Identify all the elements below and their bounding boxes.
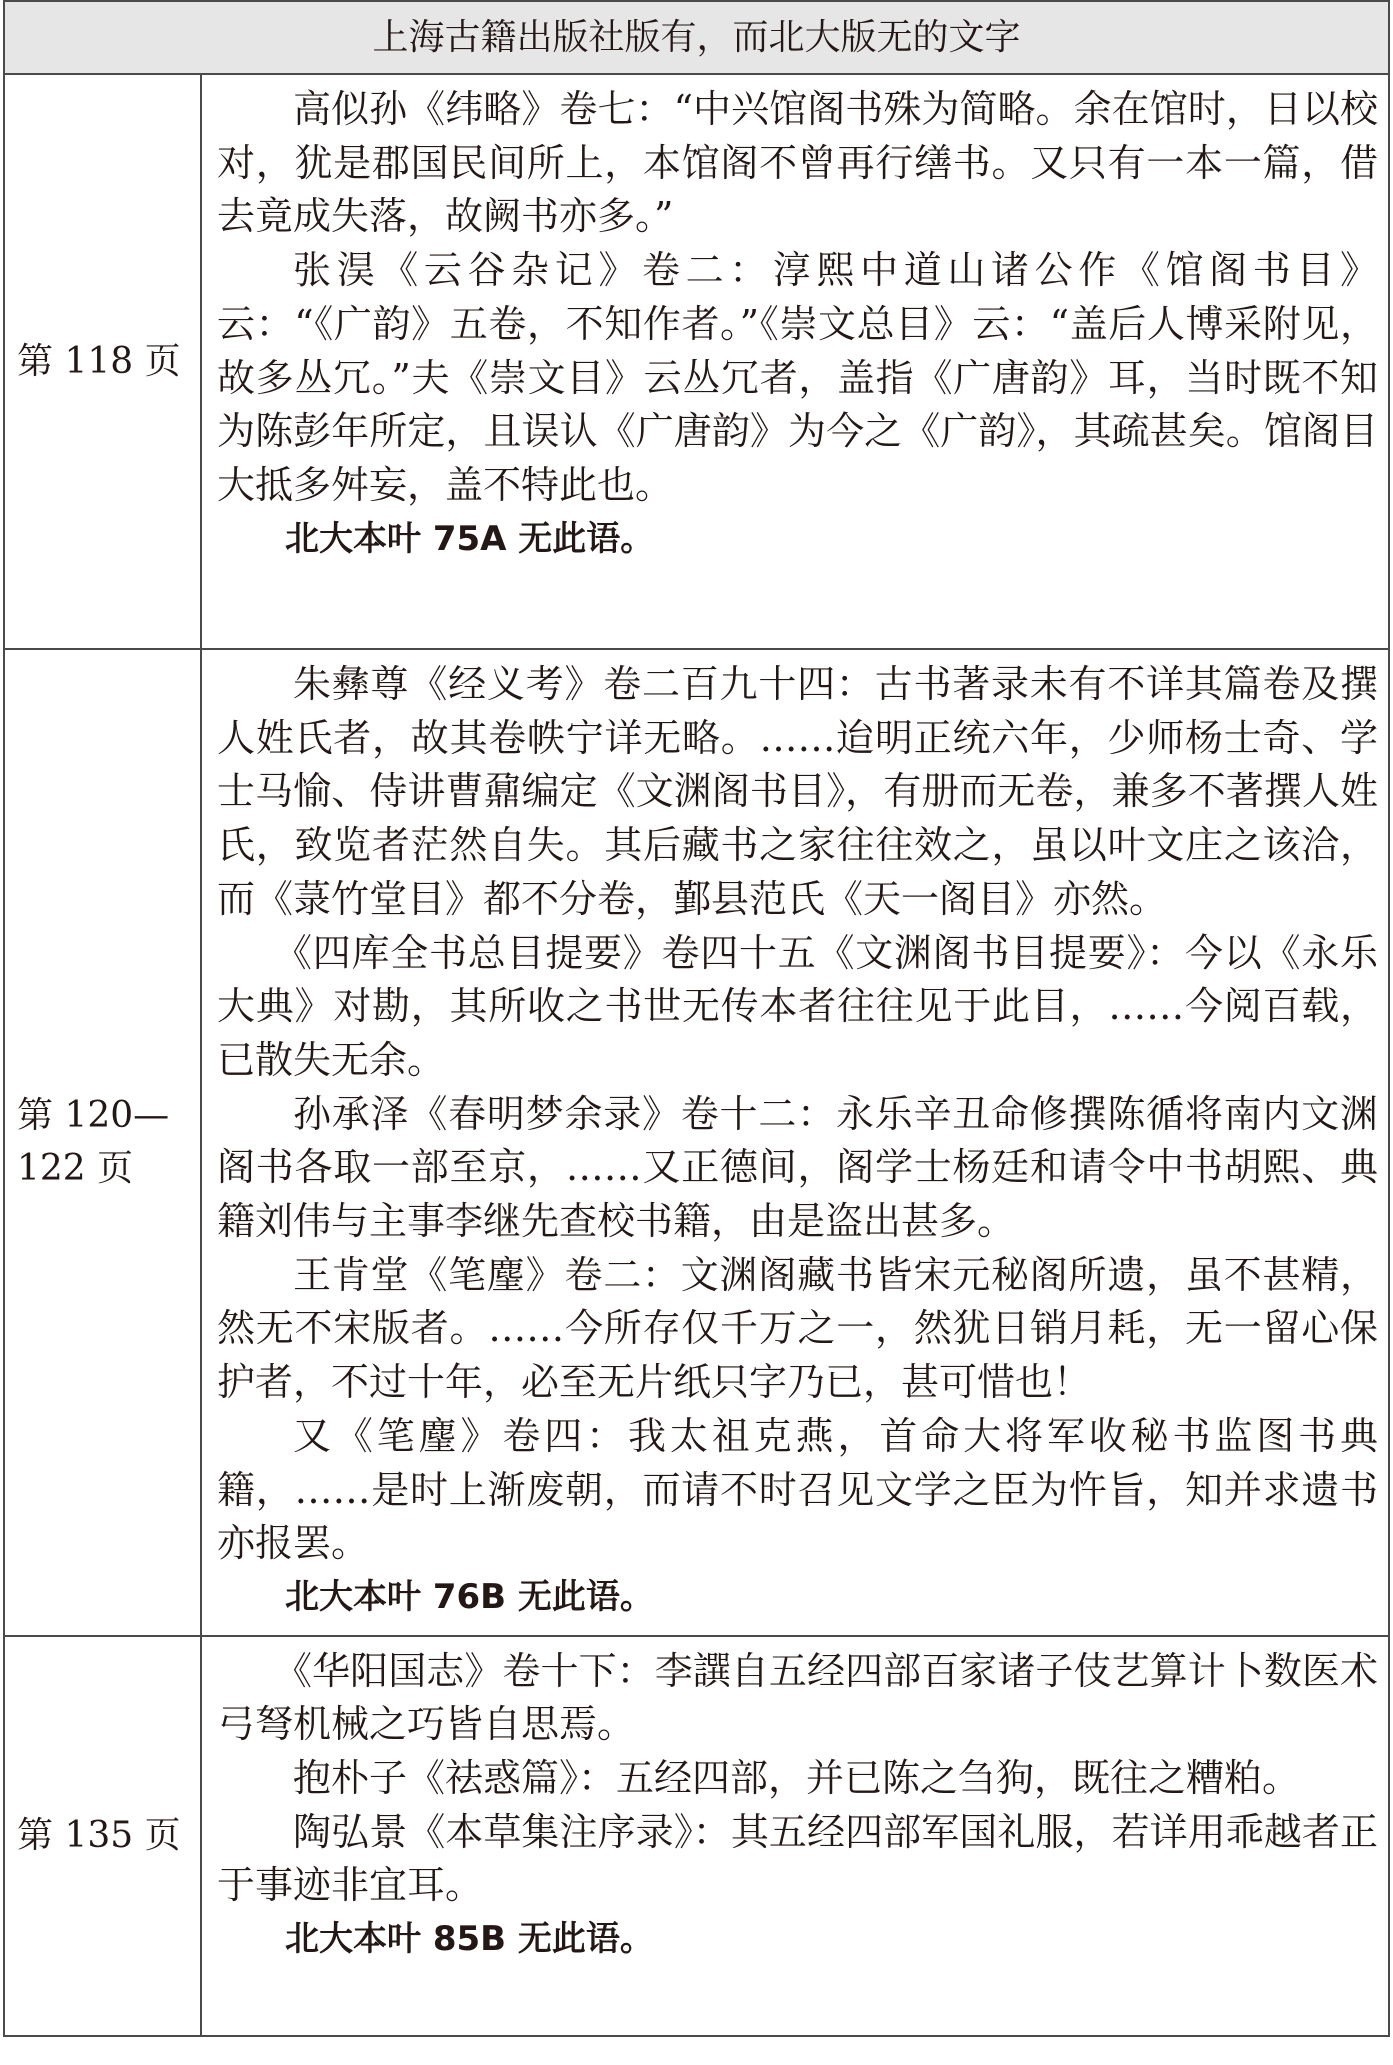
source-note: 北大本叶 75A 无此语。 bbox=[285, 518, 655, 559]
quote-paragraph: 又《笔麈》卷四：我太祖克燕，首命大将军收秘书监图书典籍，……是时上渐废朝，而请不时召见文学之臣为忤旨，知并求遗书亦报罢。 bbox=[217, 1413, 1379, 1566]
quote-paragraph: 抱朴子《祛惑篇》：五经四部，并已陈之刍狗，既往之糟粕。 bbox=[293, 1756, 1301, 1801]
page-reference: 第 135 页 bbox=[4, 1636, 201, 2036]
text-cell bbox=[201, 649, 1389, 1636]
table-header: 上海古籍出版社版有，而北大版无的文字 bbox=[4, 1, 1389, 74]
source-note: 北大本叶 85B 无此语。 bbox=[285, 1919, 654, 1960]
table-row bbox=[4, 1636, 1389, 2036]
text-cell bbox=[201, 74, 1389, 649]
quote-paragraph: 陶弘景《本草集注序录》：其五经四部军国礼服，若详用乖越者正于事迹非宜耳。 bbox=[217, 1809, 1379, 1908]
page-reference: 第 120—122 页 bbox=[4, 649, 201, 1636]
table-row bbox=[4, 649, 1389, 1636]
quote-paragraph: 朱彝尊《经义考》卷二百九十四：古书著录未有不详其篇卷及撰人姓氏者，故其卷帙宁详无略。……迨明正统六年，少师杨士奇、学士马愉、侍讲曹鼐编定《文渊阁书目》，有册而无卷，兼多不著撰人姓氏，致览者茫然自失。其后藏书之家往往效之，虽以叶文庄之该洽，而《菉竹堂目》都不分卷，鄞县范氏《天一阁目》亦然。 bbox=[217, 662, 1379, 921]
quote-paragraph: 王肯堂《笔麈》卷二：文渊阁藏书皆宋元秘阁所遗，虽不甚精，然无不宋版者。……今所存仅千万之一，然犹日销月耗，无一留心保护者，不过十年，必至无片纸只字乃已，甚可惜也！ bbox=[217, 1252, 1379, 1405]
quote-paragraph: 《华阳国志》卷十下：李譔自五经四部百家诸子伎艺算计卜数医术弓弩机械之巧皆自思焉。 bbox=[217, 1648, 1379, 1747]
comparison-table bbox=[3, 0, 1390, 2037]
quote-paragraph: 高似孙《纬略》卷七：“中兴馆阁书殊为简略。余在馆时，日以校对，犹是郡国民间所上，本馆阁不曾再行缮书。又只有一本一篇，借去竟成失落，故阙书亦多。” bbox=[217, 87, 1379, 239]
table-row bbox=[4, 74, 1389, 649]
header-row bbox=[4, 1, 1389, 74]
quote-paragraph: 孙承泽《春明梦余录》卷十二：永乐辛丑命修撰陈循将南内文渊阁书各取一部至京，……又正德间，阁学士杨廷和请令中书胡熙、典籍刘伟与主事李继先查校书籍，由是盗出甚多。 bbox=[217, 1091, 1379, 1244]
quote-paragraph: 《四库全书总目提要》卷四十五《文渊阁书目提要》：今以《永乐大典》对勘，其所收之书世无传本者往往见于此目，……今阅百载，已散失无余。 bbox=[217, 930, 1379, 1082]
text-cell bbox=[201, 1636, 1389, 2036]
source-note: 北大本叶 76B 无此语。 bbox=[285, 1576, 654, 1617]
page-reference: 第 118 页 bbox=[4, 74, 201, 649]
quote-paragraph: 张淏《云谷杂记》卷二：淳熙中道山诸公作《馆阁书目》云：“《广韵》五卷，不知作者。”《崇文总目》云：“盖后人博采附见，故多丛冗。”夫《崇文目》云丛冗者，盖指《广唐韵》耳，当时既不知为陈彭年所定，且误认《广唐韵》为今之《广韵》，其疏甚矣。馆阁目大抵多舛妄，盖不特此也。 bbox=[217, 248, 1379, 507]
